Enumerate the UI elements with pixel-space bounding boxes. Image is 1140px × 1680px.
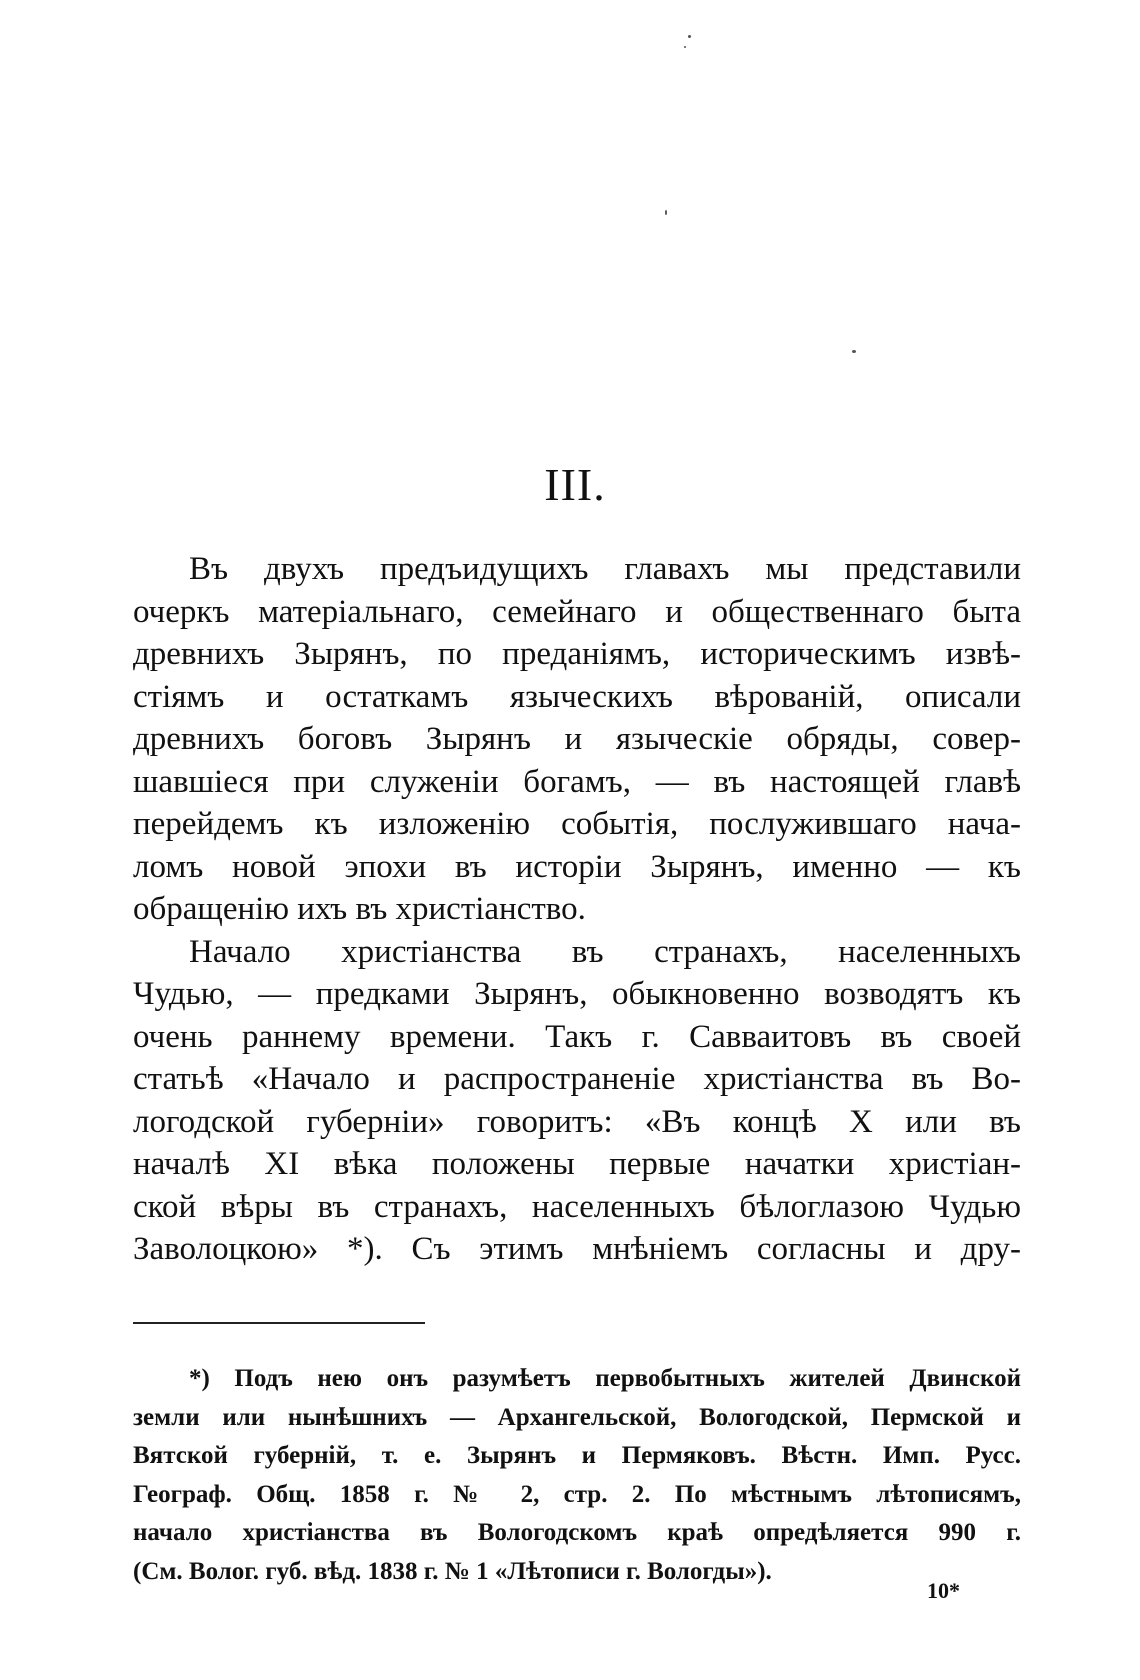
text-line: Въ двухъ предъидущихъ главахъ мы представили: [189, 551, 1021, 587]
text-line: началѣ XI вѣка положены первые начатки христіан-: [133, 1146, 1021, 1182]
text-line: статьѣ «Начало и распространеніе христіанства въ Во-: [133, 1061, 1021, 1097]
text-line: древнихъ Зырянъ, по преданіямъ, историческимъ извѣ-: [133, 636, 1021, 672]
text-line: логодской губерніи» говоритъ: «Въ концѣ X или въ: [133, 1103, 1021, 1140]
text-line: стіямъ и остаткамъ языческихъ вѣрованій, описали: [133, 678, 1021, 715]
chapter-number: III.: [544, 459, 606, 510]
footnote-divider: [133, 1322, 425, 1324]
signature-mark: 10*: [927, 1578, 960, 1603]
text-line: очеркъ матеріальнаго, семейнаго и общественнаго быта: [133, 593, 1021, 630]
print-speck: [684, 46, 686, 48]
text-line: очень раннему времени. Такъ г. Савваитовъ въ своей: [133, 1018, 1021, 1055]
text-line: древнихъ боговъ Зырянъ и языческіе обряды, совер-: [133, 721, 1021, 757]
print-speck: [852, 350, 856, 353]
footnote-line: начало христіанства въ Вологодскомъ краѣ опредѣляется 990 г.: [133, 1519, 1021, 1547]
footnote-line: (См. Волог. губ. вѣд. 1838 г. № 1 «Лѣтописи г. Вологды»).: [133, 1557, 772, 1585]
footnote-line: Географ. Общ. 1858 г. № 2, стр. 2. По мѣстнымъ лѣтописямъ,: [133, 1480, 1021, 1508]
text-line: Заволоцкою» *). Съ этимъ мнѣніемъ согласны и дру-: [133, 1231, 1021, 1267]
print-speck: [665, 210, 667, 215]
text-line: ской вѣры въ странахъ, населенныхъ бѣлоглазою Чудью: [133, 1188, 1021, 1225]
footnote-line: земли или нынѣшнихъ — Архангельской, Вологодской, Пермской и: [133, 1403, 1021, 1431]
text-line: перейдемъ къ изложенію событія, послужившаго нача-: [133, 806, 1021, 842]
footnote-line: Вятской губерній, т. е. Зырянъ и Пермяковъ. Вѣстн. Имп. Русс.: [133, 1442, 1021, 1470]
text-line: шавшіеся при служеніи богамъ, — въ настоящей главѣ: [133, 763, 1021, 800]
text-line: Чудью, — предками Зырянъ, обыкновенно возводятъ къ: [133, 976, 1021, 1012]
text-line: ломъ новой эпохи въ исторіи Зырянъ, именно — къ: [133, 848, 1021, 885]
text-line: Начало христіанства въ странахъ, населенныхъ: [189, 933, 1021, 970]
footnote: [133, 1360, 1021, 1592]
main-text: [133, 548, 1021, 1271]
text-line: обращенію ихъ въ христіанство.: [133, 891, 586, 927]
print-speck: [688, 35, 691, 38]
footnote-line: *) Подъ нею онъ разумѣетъ первобытныхъ жителей Двинской: [189, 1365, 1021, 1392]
